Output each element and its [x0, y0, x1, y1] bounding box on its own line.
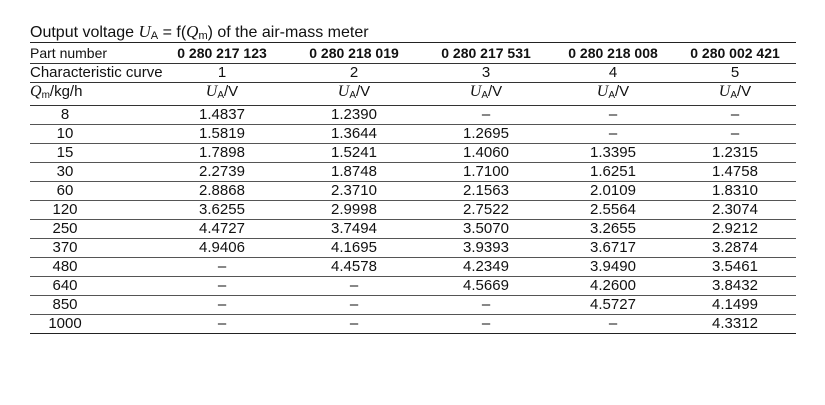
voltage-cell: 2.9998 [288, 201, 420, 220]
table-row [30, 182, 796, 201]
voltage-cell: 1.8748 [288, 163, 420, 182]
voltage-cell: 2.9212 [674, 220, 796, 239]
table-row [30, 106, 796, 125]
title-u-symbol: $U_A$ [138, 22, 159, 42]
voltage-cell: – [674, 106, 796, 125]
qm-value-cell: 10 [30, 125, 156, 144]
voltage-cell: 4.9406 [156, 239, 288, 258]
curve-number-cell: 1 [156, 64, 288, 83]
curve-number-cell: 2 [288, 64, 420, 83]
voltage-cell: 4.2349 [420, 258, 552, 277]
qm-value-cell: 15 [30, 144, 156, 163]
qm-value-cell: 480 [30, 258, 156, 277]
voltage-cell: 3.2655 [552, 220, 674, 239]
voltage-cell: 1.6251 [552, 163, 674, 182]
characteristic-curve-row [30, 64, 796, 83]
part-number-cell: 0 280 002 421 [674, 43, 796, 64]
part-number-cell: 0 280 218 008 [552, 43, 674, 64]
qm-unit-header: $Q_m/kg/h$ [30, 83, 156, 106]
voltage-cell: 2.0109 [552, 182, 674, 201]
voltage-table [30, 42, 796, 334]
voltage-cell: 1.7898 [156, 144, 288, 163]
curve-number-cell: 4 [552, 64, 674, 83]
table-row [30, 239, 796, 258]
qm-value-cell: 370 [30, 239, 156, 258]
table-row [30, 296, 796, 315]
voltage-cell: 1.8310 [674, 182, 796, 201]
document [30, 21, 796, 334]
voltage-cell: – [288, 296, 420, 315]
ua-unit-header: $U_A/V$ [674, 83, 796, 106]
qm-value-cell: 1000 [30, 315, 156, 334]
table-row [30, 144, 796, 163]
voltage-cell: – [156, 296, 288, 315]
voltage-cell: 1.2695 [420, 125, 552, 144]
voltage-cell: – [552, 125, 674, 144]
voltage-cell: 4.1499 [674, 296, 796, 315]
voltage-cell: – [552, 315, 674, 334]
title-suffix: ) of the air-mass meter [207, 24, 369, 41]
ua-unit-header: $U_A/V$ [552, 83, 674, 106]
voltage-cell: 3.2874 [674, 239, 796, 258]
characteristic-curve-label: Characteristic curve [30, 64, 163, 81]
qm-value-cell: 8 [30, 106, 156, 125]
voltage-cell: 4.5669 [420, 277, 552, 296]
voltage-cell: 3.9490 [552, 258, 674, 277]
voltage-cell: – [156, 258, 288, 277]
voltage-cell: 2.8868 [156, 182, 288, 201]
voltage-cell: 1.3395 [552, 144, 674, 163]
part-number-cell: 0 280 217 531 [420, 43, 552, 64]
voltage-cell: 4.5727 [552, 296, 674, 315]
voltage-cell: 4.3312 [674, 315, 796, 334]
table-row [30, 315, 796, 334]
voltage-cell: 1.4837 [156, 106, 288, 125]
voltage-cell: 1.7100 [420, 163, 552, 182]
table-row [30, 277, 796, 296]
voltage-cell: 1.4060 [420, 144, 552, 163]
voltage-cell: – [552, 106, 674, 125]
voltage-cell: 3.8432 [674, 277, 796, 296]
voltage-cell: 3.5461 [674, 258, 796, 277]
table-row [30, 125, 796, 144]
voltage-cell: – [420, 106, 552, 125]
voltage-cell: 1.4758 [674, 163, 796, 182]
voltage-cell: 4.4727 [156, 220, 288, 239]
voltage-cell: 2.3074 [674, 201, 796, 220]
voltage-cell: 3.7494 [288, 220, 420, 239]
part-number-cell: 0 280 217 123 [156, 43, 288, 64]
table-row [30, 201, 796, 220]
voltage-cell: 1.2315 [674, 144, 796, 163]
voltage-cell: – [156, 315, 288, 334]
qm-value-cell: 30 [30, 163, 156, 182]
voltage-cell: 4.2600 [552, 277, 674, 296]
units-header-row [30, 83, 796, 106]
ua-unit-header: $U_A/V$ [288, 83, 420, 106]
voltage-cell: 2.7522 [420, 201, 552, 220]
title-prefix: Output voltage [30, 24, 139, 41]
table-title [30, 21, 796, 42]
voltage-cell: 4.1695 [288, 239, 420, 258]
voltage-cell: 3.9393 [420, 239, 552, 258]
voltage-cell: 1.3644 [288, 125, 420, 144]
voltage-cell: 2.5564 [552, 201, 674, 220]
voltage-cell: – [288, 315, 420, 334]
ua-unit-header: $U_A/V$ [420, 83, 552, 106]
part-number-label: Part number [30, 43, 156, 64]
voltage-cell: 2.2739 [156, 163, 288, 182]
table-row [30, 258, 796, 277]
title-mid: = f( [158, 24, 187, 41]
voltage-cell: 1.5819 [156, 125, 288, 144]
ua-unit-header: $U_A/V$ [156, 83, 288, 106]
voltage-cell: – [674, 125, 796, 144]
qm-value-cell: 250 [30, 220, 156, 239]
qm-value-cell: 60 [30, 182, 156, 201]
voltage-cell: – [156, 277, 288, 296]
table-row [30, 163, 796, 182]
part-number-cell: 0 280 218 019 [288, 43, 420, 64]
voltage-cell: 2.1563 [420, 182, 552, 201]
table-row [30, 220, 796, 239]
voltage-cell: 2.3710 [288, 182, 420, 201]
voltage-cell: 1.2390 [288, 106, 420, 125]
qm-value-cell: 120 [30, 201, 156, 220]
curve-number-cell: 3 [420, 64, 552, 83]
qm-value-cell: 850 [30, 296, 156, 315]
title-q-symbol: $Q_m$ [186, 22, 208, 42]
curve-number-cell: 5 [674, 64, 796, 83]
voltage-cell: 4.4578 [288, 258, 420, 277]
part-number-row [30, 43, 796, 64]
voltage-cell: 3.6717 [552, 239, 674, 258]
voltage-cell: – [420, 315, 552, 334]
voltage-cell: 3.6255 [156, 201, 288, 220]
voltage-cell: 1.5241 [288, 144, 420, 163]
qm-value-cell: 640 [30, 277, 156, 296]
voltage-cell: – [288, 277, 420, 296]
voltage-cell: 3.5070 [420, 220, 552, 239]
voltage-cell: – [420, 296, 552, 315]
